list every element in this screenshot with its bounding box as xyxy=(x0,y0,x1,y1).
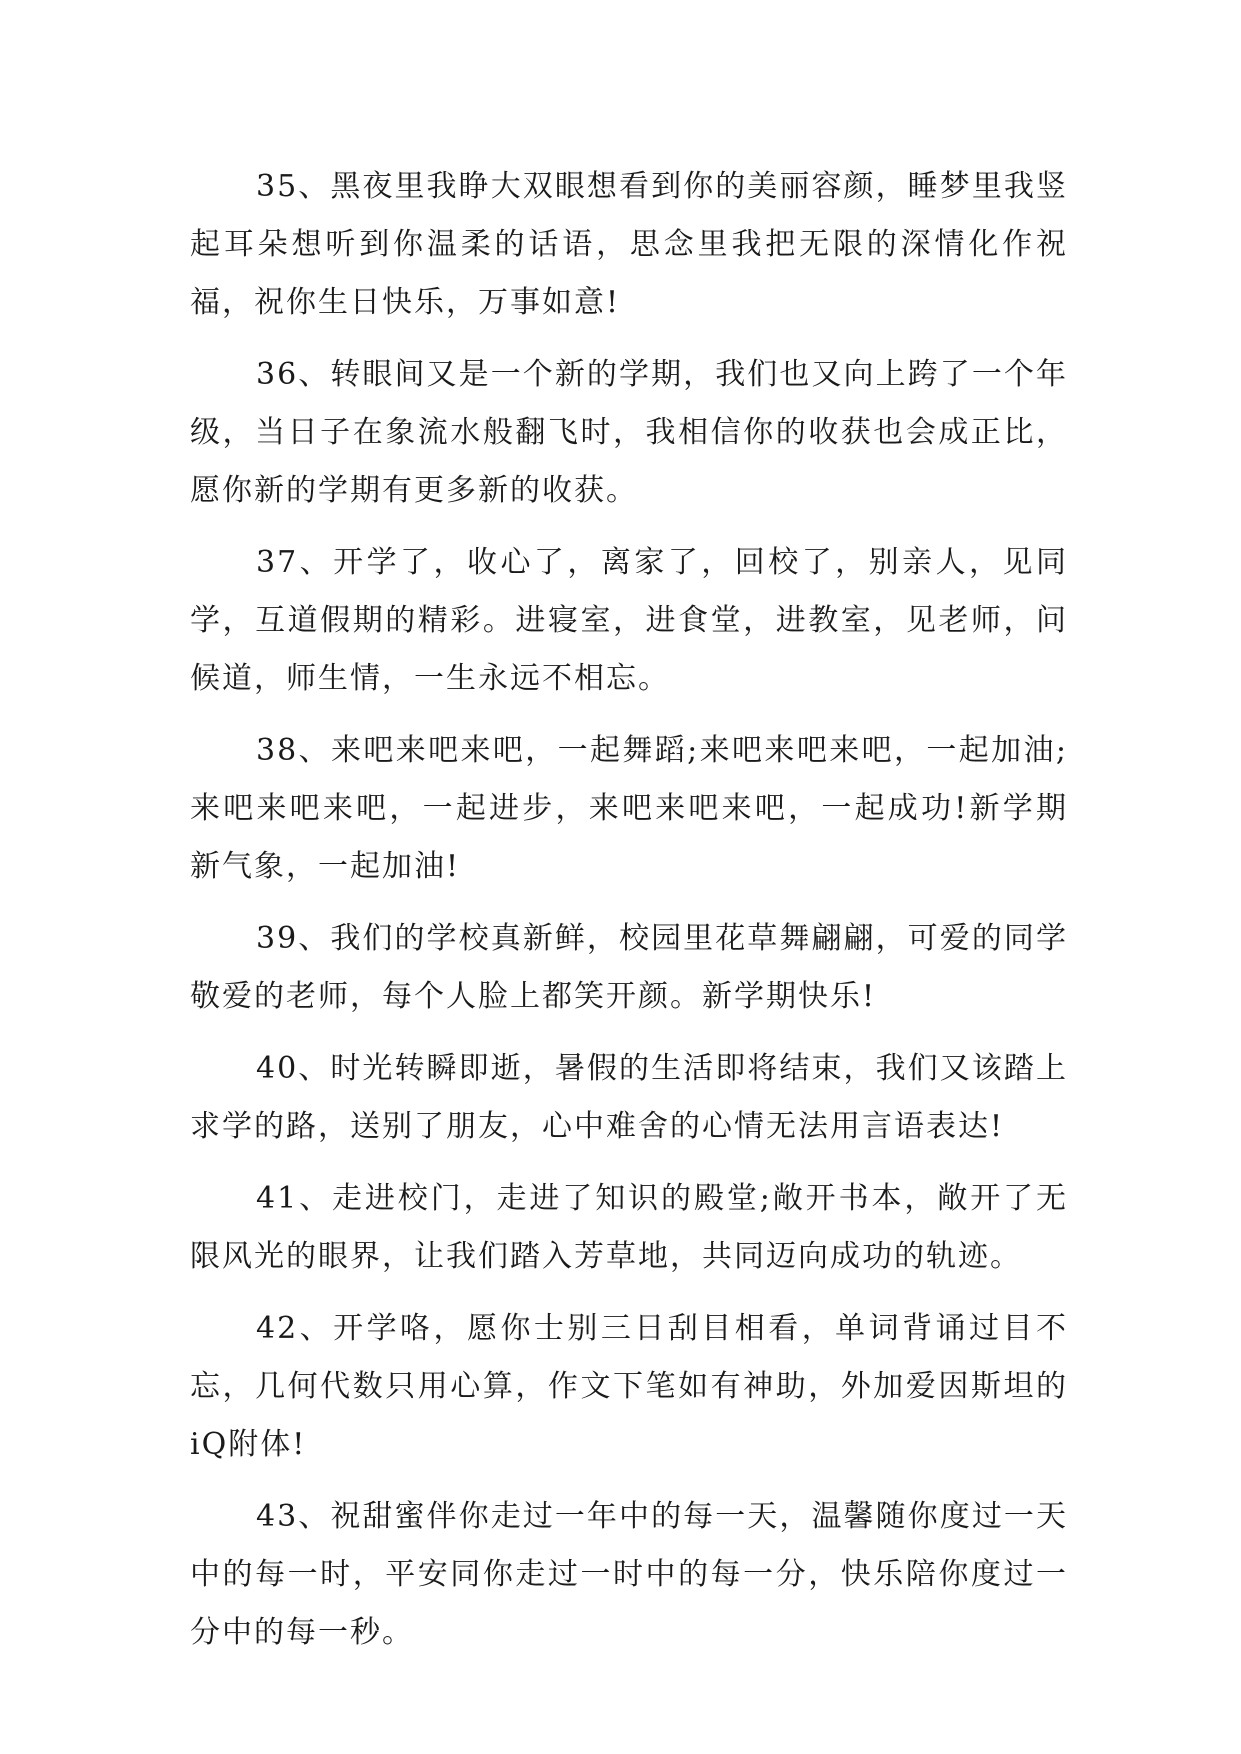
paragraph-43: 43、祝甜蜜伴你走过一年中的每一天，温馨随你度过一天中的每一时，平安同你走过一时中的每一分，快乐陪你度过一分中的每一秒。 xyxy=(190,1499,1068,1650)
paragraph-36: 36、转眼间又是一个新的学期，我们也又向上跨了一个年级，当日子在象流水般翻飞时，我相信你的收获也会成正比，愿你新的学期有更多新的收获。 xyxy=(190,357,1068,508)
paragraph-35: 35、黑夜里我睁大双眼想看到你的美丽容颜，睡梦里我竖起耳朵想听到你温柔的话语，思念里我把无限的深情化作祝福，祝你生日快乐，万事如意! xyxy=(190,169,1068,320)
paragraph-37: 37、开学了，收心了，离家了，回校了，别亲人，见同学，互道假期的精彩。进寝室，进食堂，进教室，见老师，问候道，师生情，一生永远不相忘。 xyxy=(190,545,1068,696)
paragraph-39: 39、我们的学校真新鲜，校园里花草舞翩翩，可爱的同学敬爱的老师，每个人脸上都笑开颜。新学期快乐! xyxy=(190,921,1068,1014)
document-body xyxy=(190,158,1068,1676)
paragraph-38: 38、来吧来吧来吧，一起舞蹈;来吧来吧来吧，一起加油;来吧来吧来吧，一起进步，来吧来吧来吧，一起成功!新学期新气象，一起加油! xyxy=(190,733,1068,884)
paragraph-42: 42、开学咯，愿你士别三日刮目相看，单词背诵过目不忘，几何代数只用心算，作文下笔如有神助，外加爱因斯坦的iQ附体! xyxy=(190,1311,1068,1462)
paragraph-40: 40、时光转瞬即逝，暑假的生活即将结束，我们又该踏上求学的路，送别了朋友，心中难舍的心情无法用言语表达! xyxy=(190,1051,1068,1144)
paragraph-41: 41、走进校门，走进了知识的殿堂;敞开书本，敞开了无限风光的眼界，让我们踏入芳草地，共同迈向成功的轨迹。 xyxy=(190,1181,1068,1274)
